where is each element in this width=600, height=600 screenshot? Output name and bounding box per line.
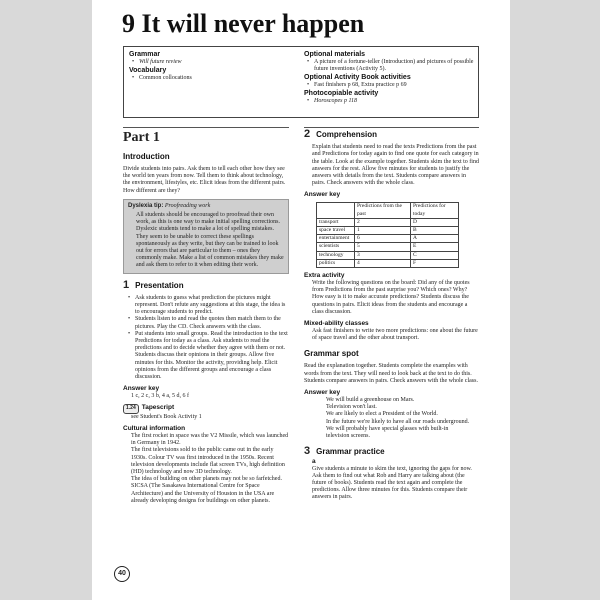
table-row [317,235,459,243]
page-number: 40 [114,566,130,582]
mixed-ability-text: Ask fast finishers to write two more predictions: one about the future of space travel and the other about transport. [312,328,478,342]
grammar-heading: Grammar [129,51,161,58]
book-page [92,0,510,600]
subsection-a-label: a [312,457,316,465]
activity-book-heading: Optional Activity Book activities [304,74,411,81]
table-cell: entertainment [317,235,355,243]
table-cell: 1 [355,227,411,235]
summary-right [304,50,476,105]
table-cell: 4 [355,259,411,267]
summary-box [123,46,479,118]
photocopiable-item: • Horoscopes p 118 [304,98,476,105]
tapescript-text: see Student's Book Activity 1 [131,413,202,420]
introduction-heading: Introduction [123,152,170,161]
presentation-bullet: • Ask students to guess what prediction the pictures might represent. Don't refute any suggestions at this stage, the idea is to encourage students to predict. [123,295,289,317]
grammar-item: • Will future review [129,59,299,66]
activity-book-item: • Fast finishers p 68, Extra practice p 69 [304,82,476,89]
grammar-practice-text: Give students a minute to skim the text, ignoring the gaps for now. Ask them to find out what Rob and Harry are talking about (the future of books). Students read the text again and complete the predictions. Allow three minutes for this. Students compare their answers in pairs. [312,465,472,501]
table-cell: technology [317,251,355,259]
table-cell: politics [317,259,355,267]
table-cell: C [411,251,459,259]
table-cell: scientists [317,243,355,251]
table-cell: space travel [317,227,355,235]
table-cell: B [411,227,459,235]
part-heading: Part 1 [123,130,160,145]
materials-item: • A picture of a fortune-teller (Introduction) and pictures of possible future inventions (Activity 5). [304,59,476,73]
cultural-info-text: The first televisions sold to the public came out in the early 1930s. Colour TV was first introduced in the 1950s. Recent television developments include flat screen TVs, high definition (HD) technology and now 3D technology. [131,447,285,475]
cultural-info-text: The first rocket in space was the V2 Missile, which was launched in Germany in 1942. [131,432,289,447]
answer-line: In the future we're likely to have all our roads underground. [326,418,470,425]
vocabulary-item: • Common collocations [129,75,299,82]
comprehension-text: Explain that students need to read the texts Predictions from the past and Predictions for today again to find one quote for each category in the table. Look at the example together. Students skim the text to find answers for the rest. Allow five minutes for students to justify the answers with details from the text. Students compare answers in pairs. Check answers with the whole class. [312,144,479,187]
table-row [317,259,459,267]
comprehension-heading: 2 Comprehension [304,128,378,140]
answer-key-text: 1 c, 2 c, 3 b, 4 a, 5 d, 6 f [131,393,189,400]
table-cell: D [411,218,459,226]
table-cell: A [411,235,459,243]
materials-heading: Optional materials [304,51,366,58]
table-row [317,218,459,226]
left-rule [123,127,289,128]
grammar-practice-heading: 3 Grammar practice [304,445,385,458]
presentation-bullet: • Students listen to and read the quotes then match them to the pictures. Play the CD. Check answers with the class. [123,316,289,330]
table-cell: 6 [355,235,411,243]
answer-key-heading: Answer key [123,385,160,393]
grammar-spot-text: Read the explanation together. Students complete the examples with words from the text. They will need to look back at the text to do this. Students compare answers in pairs. Check answers with the whole class. [304,363,478,384]
table-cell: F [411,259,459,267]
dyslexia-tip-text: All students should be encouraged to proofread their own work, as this is one way to make initial spelling corrections. Dyslexic students tend to make a lot of spelling mistakes. They seem to be unable to correct these spellings spontaneously as they write, but they can be trained to look out for errors that are particular to them – ones they commonly make. Make a list of common mistakes they make and ask them to refer to it when editing their work. [136,212,284,269]
extra-activity-text: Write the following questions on the board: Did any of the quotes from Predictions from the past surprise you? Which ones? Why? How easy is it to make accurate predictions? Students discuss the questions in pairs. Elicit ideas from the students and encourage a class discussion. [312,280,470,315]
summary-left [129,50,299,82]
dyslexia-tip-title: Dyslexia tip: Proofreading work [128,202,211,209]
answer-line: television screens. [326,433,370,440]
introduction-text: Divide students into pairs. Ask them to tell each other how they see the world ten years from now. Tell them to think about technology, the environment, lifestyles, etc. Elicit ideas from the different pairs. How different are they? [123,166,286,194]
right-rule [304,127,479,128]
cultural-info-text: The idea of building on other planets may not be so farfetched. SICSA (The Sasakawa International Centre for Space Architecture) and the University of Houston in the USA are already developing designs for buildings on other planets. [131,476,282,504]
table-cell: E [411,243,459,251]
table-header-cell [317,203,355,218]
mixed-ability-heading: Mixed-ability classes [304,320,369,328]
grammar-spot-heading: Grammar spot [304,349,359,359]
track-badge: 1.24 [123,404,139,413]
table-cell: 3 [355,251,411,259]
table-header-cell: Predictions from the past [355,203,411,218]
table-cell: transport [317,218,355,226]
vocabulary-heading: Vocabulary [129,67,167,74]
left-column [123,130,289,505]
answer-line: We will build a greenhouse on Mars. [326,397,415,404]
presentation-bullet: • Put students into small groups. Read the introduction to the text Predictions for today as a class. Ask students to read the predictions and to decide whether they agree with them or not. Students discuss their opinions in their groups. Allow five minutes for this. Monitor the activity, providing help. Elicit opinions from the different groups and encourage a class discussion. [123,331,289,381]
answer-key-heading: Answer key [304,389,341,397]
cultural-info-heading: Cultural information [123,424,186,432]
answer-line: We are likely to elect a President of the World. [326,411,438,418]
unit-title: 9 It will never happen [122,9,365,38]
presentation-heading: 1 Presentation [123,278,184,291]
right-column [304,130,480,502]
answer-line: We will probably have special glasses with built-in [326,425,449,432]
table-row [317,243,459,251]
answer-line: Television won't last. [326,404,377,411]
table-cell: 2 [355,218,411,226]
answer-key-lines [304,397,480,440]
table-row [317,251,459,259]
answer-key-heading: Answer key [304,191,341,199]
table-row [317,227,459,235]
table-header-cell: Predictions for today [411,203,459,218]
dyslexia-tip-box [123,199,289,274]
table-header-row [317,203,459,218]
table-cell: 5 [355,243,411,251]
photocopiable-heading: Photocopiable activity [304,90,379,97]
tapescript-heading: 1.24 Tapescript [123,404,289,413]
extra-activity-heading: Extra activity [304,272,345,280]
answer-key-table [316,202,459,268]
